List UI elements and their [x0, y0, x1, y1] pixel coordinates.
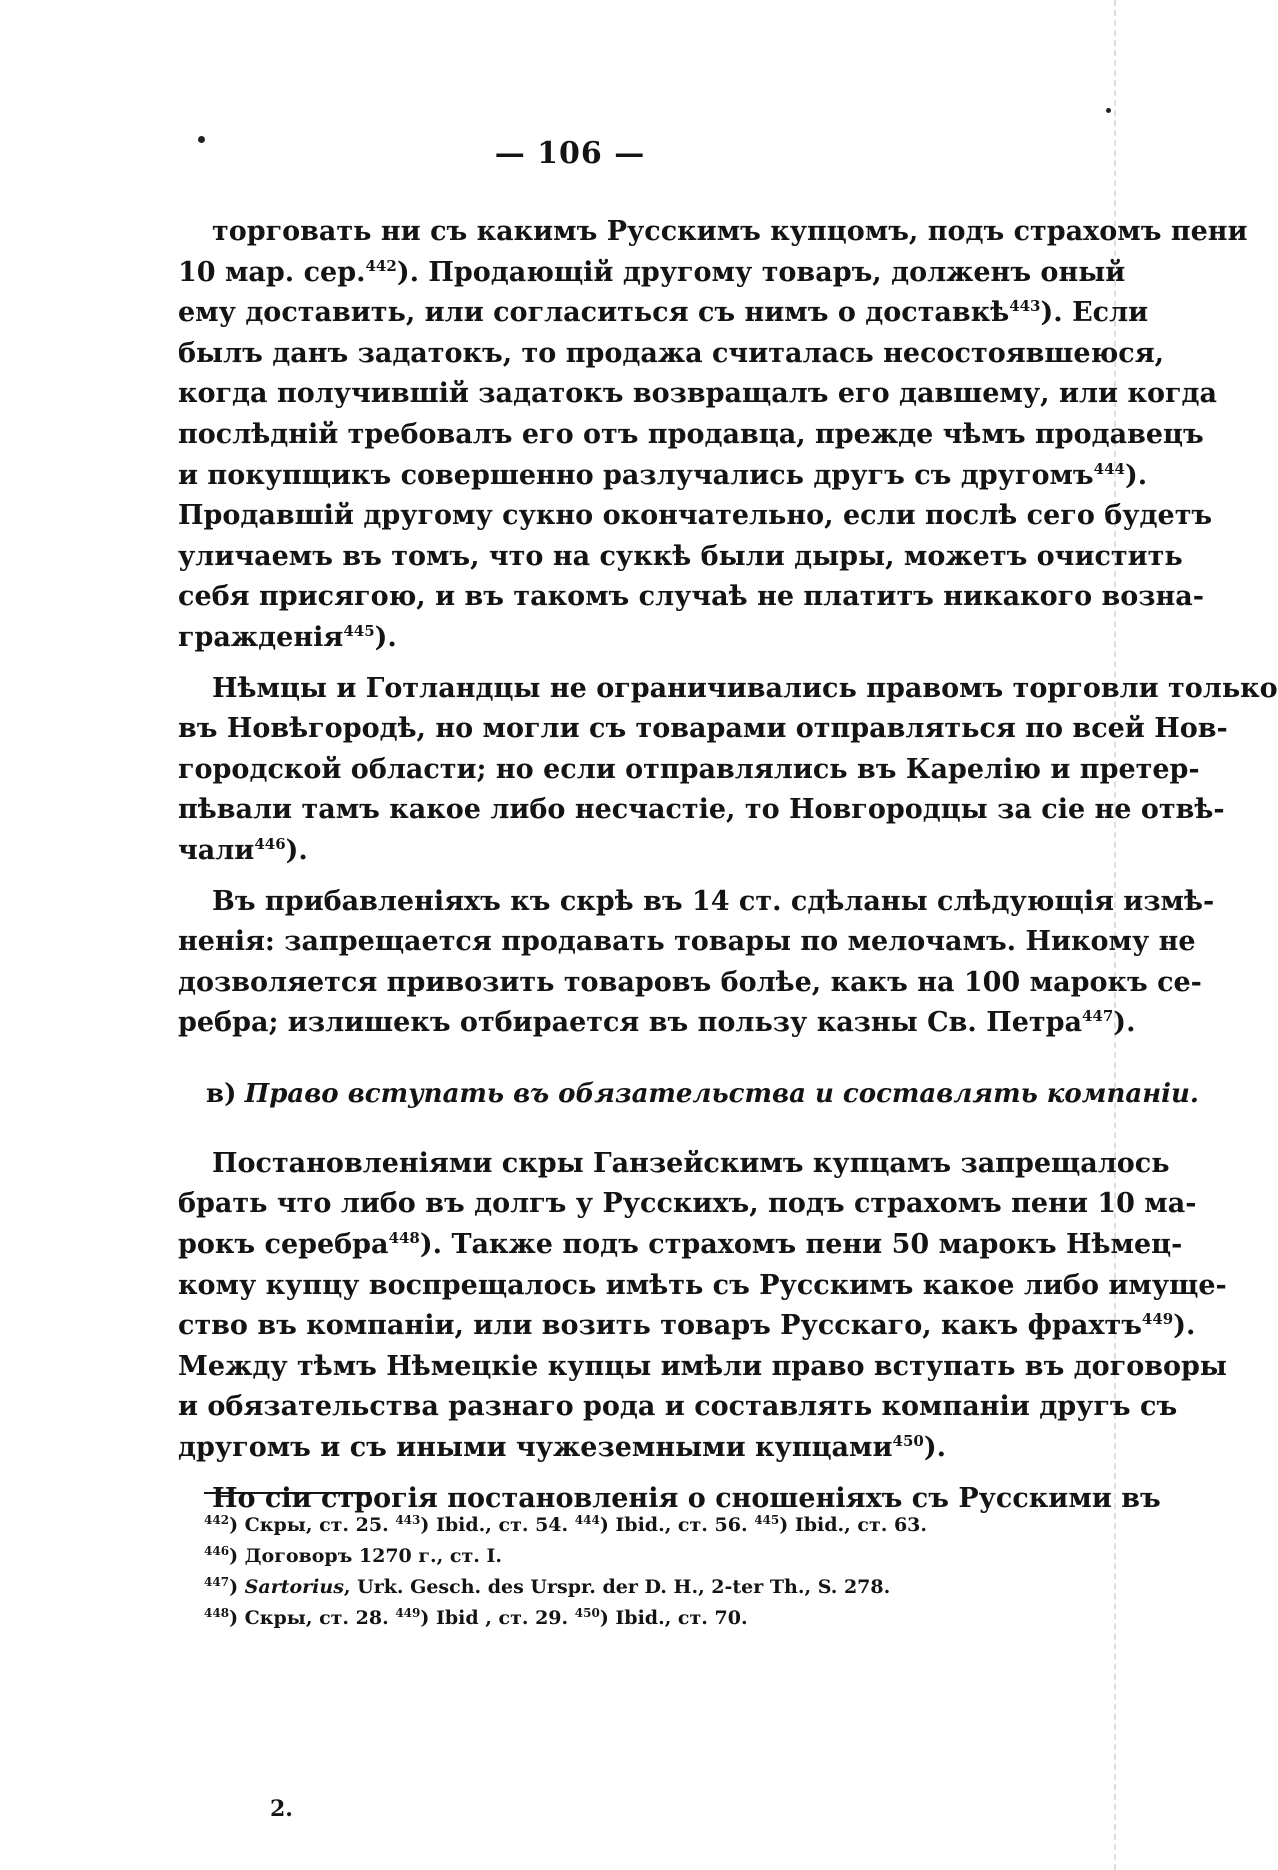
line-text: ство въ компаніи, или возить товаръ Русскаго, какъ фрахтъ [178, 1310, 1142, 1342]
footnote-text: ) Ibid., ст. 56. [599, 1514, 755, 1536]
footnote-text: ) Ibid., ст. 70. [599, 1607, 748, 1629]
text-line [178, 293, 1149, 334]
footnote-text: ) Ibid., ст. 63. [779, 1514, 928, 1536]
footnote-number: 448 [204, 1606, 230, 1620]
text-line [178, 922, 1196, 963]
footnote-line-1 [204, 1510, 1024, 1541]
footnote-number: 447 [204, 1575, 230, 1589]
footnote-reference: 445 [343, 621, 375, 640]
line-text: Но сіи строгія постановленія о сношеніяхъ съ Русскими въ [212, 1482, 1161, 1514]
line-text-tail: ). [1173, 1310, 1196, 1342]
text-line [178, 253, 1126, 294]
text-line [178, 212, 1248, 253]
footnote-text: ) Скры, ст. 28. [229, 1607, 396, 1629]
footnote-reference: 442 [365, 256, 397, 275]
line-text: ненія: запрещается продавать товары по мелочамъ. Никому не [178, 926, 1196, 958]
line-text: брать что либо въ долгъ у Русскихъ, подъ страхомъ пени 10 ма- [178, 1188, 1197, 1220]
line-text-tail: ). [285, 834, 308, 866]
footnote-reference: 444 [1093, 459, 1125, 478]
text-line [178, 1266, 1227, 1307]
line-text: въ Новѣгородѣ, но могли съ товарами отправляться по всей Нов- [178, 713, 1228, 745]
footnote-number: 442 [204, 1513, 230, 1527]
line-text: рокъ серебра [178, 1229, 389, 1261]
subsection-marker: в) [206, 1078, 237, 1109]
footnote-number: 443 [395, 1513, 421, 1527]
text-line [178, 882, 1215, 923]
footnote-reference: 449 [1141, 1310, 1174, 1329]
text-line [178, 1347, 1227, 1388]
line-text-tail: ). Продающій другому товаръ, долженъ оный [396, 256, 1126, 288]
footnotes [204, 1510, 1024, 1634]
subsection-heading [178, 1074, 1199, 1114]
footnote-reference: 443 [1009, 297, 1041, 316]
line-text: городской области; но если отправлялись въ Карелію и претер- [178, 753, 1200, 785]
footnote-reference: 446 [254, 834, 286, 853]
text-line [178, 1387, 1178, 1428]
footnote-text: ) Ibid., ст. 54. [420, 1514, 575, 1536]
paragraph-4 [178, 1144, 1227, 1469]
text-line [178, 1428, 1074, 1469]
line-text: Продавшій другому сукно окончательно, если послѣ сего будетъ [178, 500, 1213, 532]
footnote-text: ) Договоръ 1270 г., ст. I. [229, 1545, 502, 1567]
footnote-line-4 [204, 1603, 1024, 1634]
footnote-reference: 448 [388, 1229, 420, 1248]
footnote-rule [204, 1492, 370, 1494]
line-text: кому купцу воспрещалось имѣть съ Русскимъ какое либо имуще- [178, 1269, 1227, 1301]
text-line [178, 831, 1074, 872]
line-text: гражденія [178, 621, 344, 653]
text-line [178, 669, 1278, 710]
text-line [178, 496, 1213, 537]
line-text-tail: ). [1113, 1007, 1136, 1039]
body-text [178, 212, 1278, 1519]
text-line [178, 709, 1228, 750]
text-line [178, 1144, 1170, 1185]
line-text: дозволяется привозить товаровъ болѣе, какъ на 100 марокъ се- [178, 966, 1202, 998]
text-line [178, 750, 1200, 791]
line-text-tail: ). [374, 621, 397, 653]
text-line [178, 334, 1165, 375]
line-text: пѣвали тамъ какое либо несчастіе, то Новгородцы за сіе не отвѣ- [178, 794, 1225, 826]
text-line [178, 1184, 1197, 1225]
scan-speck [1106, 108, 1111, 113]
paragraph-1 [178, 212, 1248, 659]
signature-mark: 2. [270, 1796, 293, 1822]
paragraph-2 [178, 669, 1278, 872]
footnote-text: ) [229, 1576, 245, 1598]
footnote-reference: 447 [1081, 1007, 1114, 1026]
subsection-title: Право вступать въ обязательства и составлять компаніи. [244, 1078, 1199, 1109]
footnote-text: , Urk. Gesch. des Urspr. der D. H., 2-ter Th., S. 278. [343, 1576, 891, 1598]
line-text: Между тѣмъ Нѣмецкіе купцы имѣли право вступать въ договоры [178, 1350, 1227, 1382]
text-line [178, 1225, 1183, 1266]
footnote-reference: 450 [892, 1432, 924, 1451]
line-text: другомъ и съ иными чужеземными купцами [178, 1432, 893, 1464]
footnote-number: 444 [574, 1513, 600, 1527]
line-text: торговать ни съ какимъ Русскимъ купцомъ, подъ страхомъ пени [212, 216, 1248, 247]
line-text: ему доставить, или согласиться съ нимъ о доставкѣ [178, 297, 1010, 329]
text-line [178, 415, 1204, 456]
footnote-line-2 [204, 1541, 1024, 1572]
text-line [178, 577, 1204, 618]
footnote-number: 449 [395, 1606, 421, 1620]
line-text: когда получившій задатокъ возвращалъ его давшему, или когда [178, 378, 1217, 410]
page-number: — 106 — [494, 136, 646, 171]
text-line [178, 618, 1074, 659]
line-text-tail: ). [923, 1432, 947, 1464]
line-text: 10 мар. сер. [178, 256, 366, 288]
line-text-tail: ). Также подъ страхомъ пени 50 марокъ Нѣмец- [419, 1229, 1183, 1261]
paragraph-3 [178, 882, 1215, 1044]
line-text: и покупщикъ совершенно разлучались другъ съ другомъ [178, 459, 1094, 491]
text-line [178, 374, 1217, 415]
line-text: чали [178, 834, 255, 866]
line-text: послѣдній требовалъ его отъ продавца, прежде чѣмъ продавецъ [178, 418, 1204, 450]
footnote-number: 450 [574, 1606, 600, 1620]
line-text-tail: ). Если [1040, 297, 1149, 329]
footnote-author: Sartorius [244, 1576, 344, 1598]
footnote-number: 445 [754, 1513, 780, 1527]
text-line [178, 537, 1183, 578]
text-line [178, 790, 1225, 831]
line-text: и обязательства разнаго рода и составлять компаніи другъ съ [178, 1391, 1178, 1423]
footnote-text: ) Ibid , ст. 29. [420, 1607, 575, 1629]
text-line [178, 456, 1148, 497]
line-text: уличаемъ въ томъ, что на суккѣ были дыры, можетъ очистить [178, 540, 1183, 572]
text-line [178, 1306, 1196, 1347]
line-text-tail: ). [1124, 459, 1148, 491]
line-text: Нѣмцы и Готландцы не ограничивались правомъ торговли только [212, 672, 1278, 704]
text-line [178, 1003, 1136, 1044]
line-text: Въ прибавленіяхъ къ скрѣ въ 14 ст. сдѣланы слѣдующія измѣ- [212, 885, 1215, 917]
line-text: ребра; излишекъ отбирается въ пользу казны Св. Петра [178, 1007, 1082, 1039]
line-text: себя присягою, и въ такомъ случаѣ не платитъ никакого возна- [178, 581, 1204, 613]
footnote-number: 446 [204, 1544, 230, 1558]
line-text: Постановленіями скры Ганзейскимъ купцамъ запрещалось [212, 1147, 1170, 1179]
footnote-line-3 [204, 1572, 1024, 1603]
footnote-text: ) Скры, ст. 25. [229, 1514, 396, 1536]
text-line [178, 963, 1202, 1004]
line-text: былъ данъ задатокъ, то продажа считалась несостоявшеюся, [178, 337, 1165, 369]
